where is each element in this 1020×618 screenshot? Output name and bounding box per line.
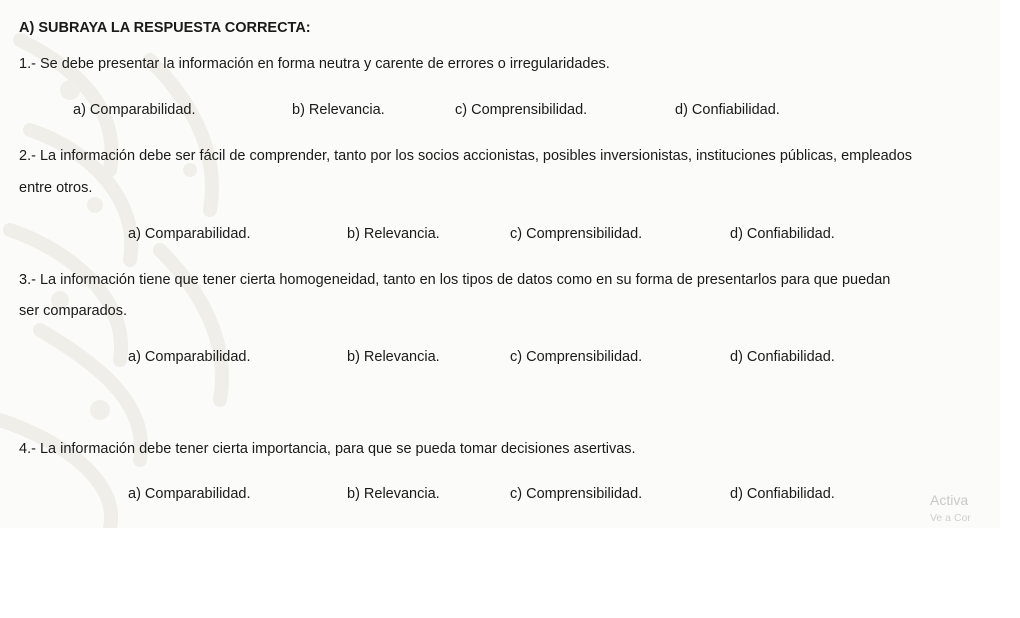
question-3-option-a[interactable]: a) Comparabilidad. [128,349,251,365]
question-3-option-c[interactable]: c) Comprensibilidad. [510,349,643,365]
section-heading: A) SUBRAYA LA RESPUESTA CORRECTA: [19,20,311,36]
question-3-option-b[interactable]: b) Relevancia. [347,349,440,365]
question-4-option-d[interactable]: d) Confiabilidad. [730,486,835,502]
question-3-option-d[interactable]: d) Confiabilidad. [730,349,835,365]
question-4-text: 4.- La información debe tener cierta importancia, para que se pueda tomar decisiones asertivas. [19,441,636,457]
question-2-text-line-1: 2.- La información debe ser fácil de comprender, tanto por los socios accionistas, posibles inversionistas, instituciones públicas, empleados [19,148,913,164]
activation-watermark-title: Activa [930,492,969,508]
question-4-option-b[interactable]: b) Relevancia. [347,486,440,502]
question-1-option-d[interactable]: d) Confiabilidad. [675,102,780,118]
question-2-option-d[interactable]: d) Confiabilidad. [730,226,835,242]
question-2-option-c[interactable]: c) Comprensibilidad. [510,226,643,242]
question-1-text: 1.- Se debe presentar la información en forma neutra y carente de errores o irregularidades. [19,56,610,72]
question-1-option-c[interactable]: c) Comprensibilidad. [455,102,588,118]
question-3-text-line-2: ser comparados. [19,303,127,319]
activation-watermark-subtitle: Ve a Cor [930,512,971,524]
question-1-option-b[interactable]: b) Relevancia. [292,102,385,118]
question-2-text-line-2: entre otros. [19,180,93,196]
question-1-option-a[interactable]: a) Comparabilidad. [73,102,196,118]
question-4-option-a[interactable]: a) Comparabilidad. [128,486,251,502]
question-2-option-b[interactable]: b) Relevancia. [347,226,440,242]
question-2-option-a[interactable]: a) Comparabilidad. [128,226,251,242]
question-3-text-line-1: 3.- La información tiene que tener cierta homogeneidad, tanto en los tipos de datos como en su forma de presentarlos para que puedan [19,272,891,288]
question-4-option-c[interactable]: c) Comprensibilidad. [510,486,643,502]
